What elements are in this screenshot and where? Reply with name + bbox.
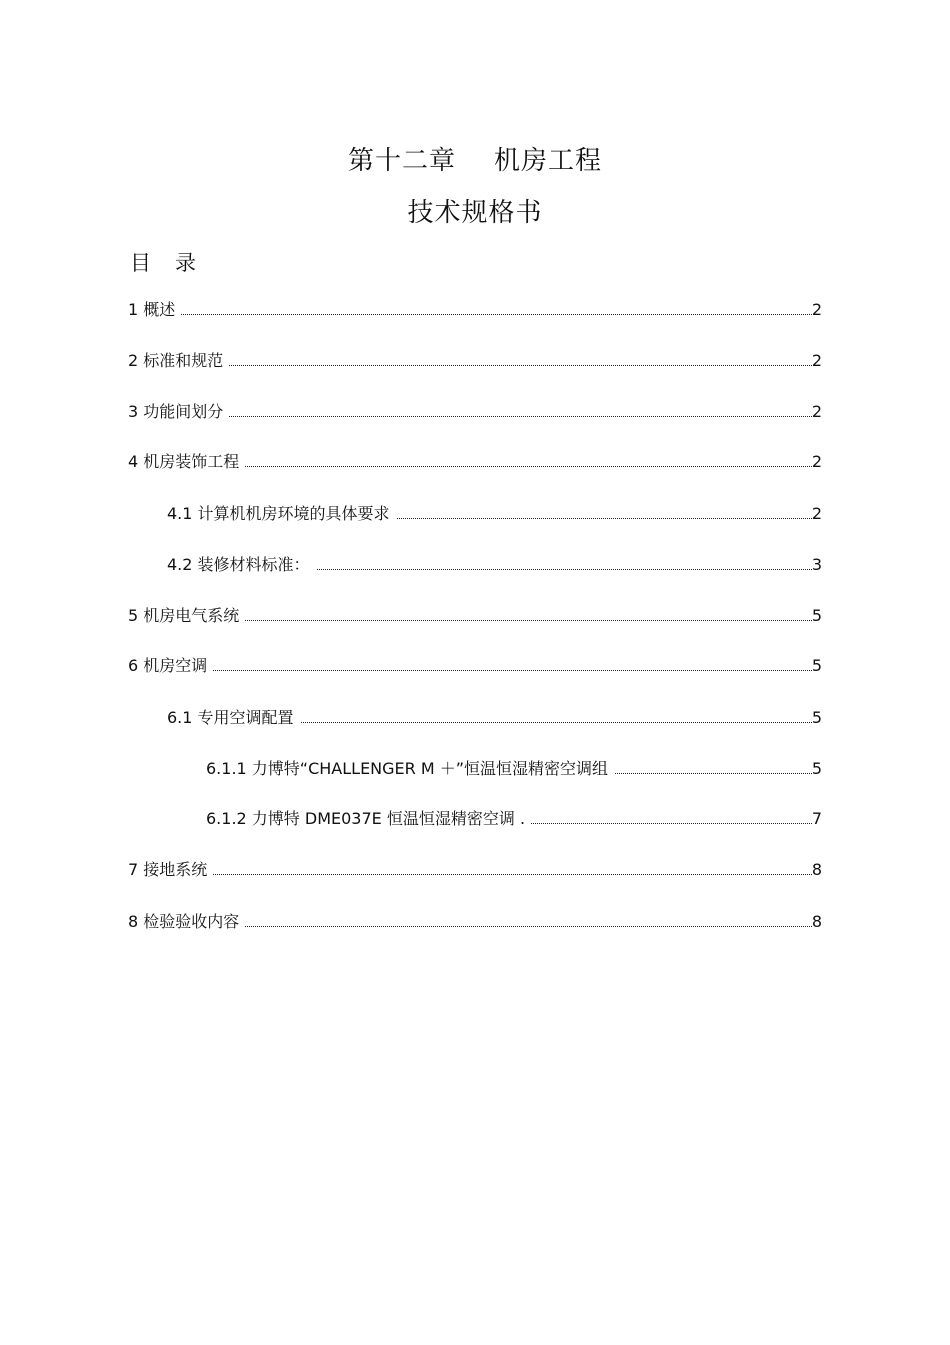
toc-entry-inspection[interactable]	[0, 910, 950, 934]
toc-entry-standards[interactable]	[0, 349, 950, 373]
toc-entry-page: 2	[811, 351, 823, 370]
toc-entry-page: 5	[811, 708, 823, 727]
toc-entry-label: 6.1 专用空调配置	[167, 706, 300, 730]
toc-entry-electrical[interactable]	[0, 604, 950, 628]
dot-leader	[140, 670, 812, 671]
toc-entry-grounding[interactable]	[0, 858, 950, 882]
toc-entry-label: 4.2 装修材料标准：	[167, 553, 316, 577]
toc-entry-page: 5	[811, 759, 823, 778]
toc-entry-label: 7 接地系统	[128, 858, 213, 882]
toc-entry-label: 2 标准和规范	[128, 349, 229, 373]
toc-entry-overview[interactable]	[0, 298, 950, 322]
toc-entry-label: 5 机房电气系统	[128, 604, 245, 628]
toc-entry-label: 4 机房装饰工程	[128, 450, 245, 474]
dot-leader	[140, 365, 812, 366]
toc-entry-materials[interactable]	[0, 553, 950, 577]
toc-entry-page: 2	[811, 300, 823, 319]
toc-entry-room-environment[interactable]	[0, 502, 950, 526]
dot-leader	[140, 874, 812, 875]
toc-entry-label: 6.1.2 力博特 DME037E 恒温恒湿精密空调 .	[206, 807, 531, 831]
toc-entry-page: 8	[811, 860, 823, 879]
toc-entry-label: 1 概述	[128, 298, 181, 322]
toc-entry-page: 8	[811, 912, 823, 931]
toc-entry-label: 6.1.1 力博特“CHALLENGER M ＋”恒温恒湿精密空调组	[206, 757, 614, 781]
toc-entry-page: 2	[811, 402, 823, 421]
chapter-title	[0, 140, 950, 177]
toc-entry-label: 3 功能间划分	[128, 400, 229, 424]
document-subtitle: 技术规格书	[407, 198, 543, 228]
toc-entry-label: 6 机房空调	[128, 654, 213, 678]
toc-entry-page: 7	[811, 809, 823, 828]
toc-entry-page: 5	[811, 606, 823, 625]
chapter-name: 机房工程	[494, 146, 603, 176]
toc-entry-label: 8 检验验收内容	[128, 910, 245, 934]
toc-entry-page: 2	[811, 452, 823, 471]
toc-entry-challenger-unit[interactable]	[0, 757, 950, 781]
toc-entry-decoration[interactable]	[0, 450, 950, 474]
dot-leader	[140, 314, 812, 315]
toc-entry-ac-config[interactable]	[0, 706, 950, 730]
chapter-number: 第十二章	[347, 146, 456, 176]
toc-entry-air-conditioning[interactable]	[0, 654, 950, 678]
toc-entry-page: 3	[811, 555, 823, 574]
toc-entry-functional-areas[interactable]	[0, 400, 950, 424]
toc-entry-label: 4.1 计算机机房环境的具体要求	[167, 502, 396, 526]
toc-entry-page: 5	[811, 656, 823, 675]
toc-heading	[130, 247, 196, 277]
toc-heading-char-2: 录	[175, 251, 196, 275]
dot-leader	[140, 416, 812, 417]
toc-heading-char-1: 目	[130, 251, 151, 275]
toc-entry-page: 2	[811, 504, 823, 523]
toc-entry-dme037e-unit[interactable]	[0, 807, 950, 831]
